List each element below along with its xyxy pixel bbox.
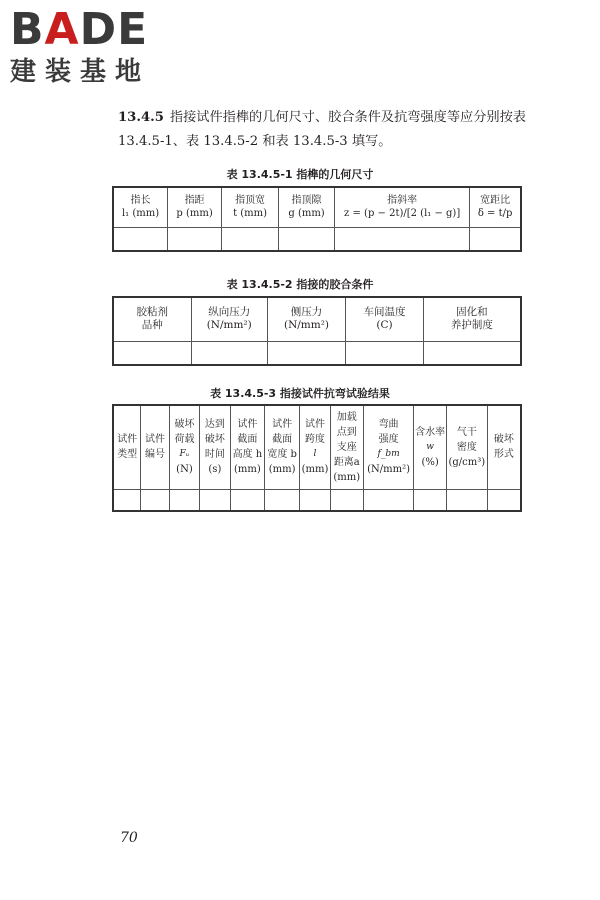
empty-cell — [200, 489, 230, 511]
empty-cell — [487, 489, 521, 511]
table-header-row — [113, 297, 521, 341]
header-cell: 含水率 w (%) — [414, 405, 446, 489]
empty-cell — [222, 227, 279, 251]
logo-subtitle: 建装基地 — [10, 57, 151, 87]
header-cell: 试件 截面 高度 h (mm) — [230, 405, 265, 489]
table-bending-results — [112, 404, 522, 512]
empty-cell — [265, 489, 300, 511]
table-finger-geometry — [112, 186, 522, 252]
header-cell: 达到 破坏 时间 (s) — [200, 405, 230, 489]
empty-cell — [423, 341, 521, 365]
empty-cell — [168, 227, 222, 251]
empty-cell — [446, 489, 487, 511]
empty-cell — [230, 489, 265, 511]
header-cell: 试件 编号 — [141, 405, 169, 489]
header-cell: 指距 p (mm) — [168, 187, 222, 227]
empty-cell — [470, 227, 521, 251]
bade-logo — [10, 4, 180, 88]
section-text: 指接试件指榫的几何尺寸、胶合条件及抗弯强度等应分别按表 13.4.5-1、表 13.4.5-2 和表 13.4.5-3 填写。 — [118, 110, 526, 149]
header-cell: 破坏 形式 — [487, 405, 521, 489]
table-header-row — [113, 187, 521, 227]
table-header-row — [113, 405, 521, 489]
empty-cell — [363, 489, 414, 511]
empty-cell — [279, 227, 335, 251]
empty-cell — [113, 489, 141, 511]
header-cell: 指顶隙 g (mm) — [279, 187, 335, 227]
empty-cell — [300, 489, 331, 511]
header-cell: 指长 l₁ (mm) — [113, 187, 168, 227]
table2-caption: 表 13.4.5-2 指接的胶合条件 — [226, 278, 374, 291]
empty-cell — [141, 489, 169, 511]
header-cell: 胶粘剂 品种 — [113, 297, 191, 341]
empty-cell — [169, 489, 200, 511]
header-cell: 气干 密度 (g/cm³) — [446, 405, 487, 489]
table3-caption: 表 13.4.5-3 指接试件抗弯试验结果 — [210, 387, 390, 400]
header-cell: 宽距比 δ = t/p — [470, 187, 521, 227]
empty-cell — [267, 341, 345, 365]
page-number: 70 — [120, 830, 138, 846]
empty-cell — [335, 227, 470, 251]
header-cell: 试件 截面 宽度 b (mm) — [265, 405, 300, 489]
header-cell: 指顶宽 t (mm) — [222, 187, 279, 227]
empty-cell — [330, 489, 363, 511]
header-cell: 弯曲 强度 f_bm (N/mm²) — [363, 405, 414, 489]
header-cell: 纵向压力 (N/mm²) — [191, 297, 267, 341]
table-row — [113, 489, 521, 511]
header-cell: 指斜率 z = (p − 2t)/[2 (l₁ − g)] — [335, 187, 470, 227]
table-glue-conditions — [112, 296, 522, 366]
table-row — [113, 341, 521, 365]
section-number: 13.4.5 — [118, 110, 164, 125]
table1-caption: 表 13.4.5-1 指榫的几何尺寸 — [226, 168, 374, 181]
header-cell: 加载 点到 支座 距离a (mm) — [330, 405, 363, 489]
table-row — [113, 227, 521, 251]
section-paragraph — [118, 106, 533, 154]
header-cell: 试件 跨度 l (mm) — [300, 405, 331, 489]
header-cell: 试件 类型 — [113, 405, 141, 489]
empty-cell — [414, 489, 446, 511]
empty-cell — [191, 341, 267, 365]
header-cell: 破坏 荷载 Fᵤ (N) — [169, 405, 200, 489]
header-cell: 侧压力 (N/mm²) — [267, 297, 345, 341]
empty-cell — [113, 341, 191, 365]
empty-cell — [346, 341, 424, 365]
logo-wordmark: BADE — [10, 4, 149, 55]
header-cell: 车间温度 (C) — [346, 297, 424, 341]
header-cell: 固化和 养护制度 — [423, 297, 521, 341]
empty-cell — [113, 227, 168, 251]
